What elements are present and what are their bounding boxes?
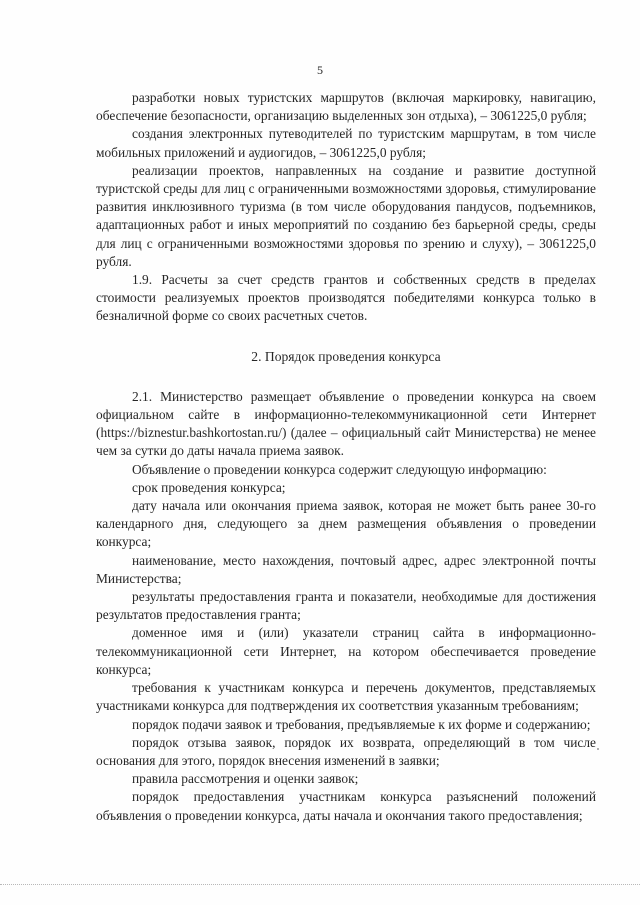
section-heading: 2. Порядок проведения конкурса [251,348,441,364]
paragraph: результаты предоставления гранта и показатели, необходимые для достижения результатов предоставления гранта; [96,589,596,623]
page-number: 5 [317,63,323,77]
paragraph: разработки новых туристских маршрутов (включая маркировку, навигацию, обеспечение безопасности, организацию выделенных зон отдыха), – 3061225,0 рубля; [96,90,596,124]
paragraph: правила рассмотрения и оценки заявок; [132,771,359,787]
paragraph: наименование, место нахождения, почтовый адрес, адрес электронной почты Министерства; [96,552,596,586]
paragraph: требования к участникам конкурса и перечень документов, представляемых участниками конкурса для подтверждения их соответствия указанным требованиям; [96,680,596,714]
paragraph: создания электронных путеводителей по туристским маршрутам, в том числе мобильных приложений и аудиогидов, – 3061225,0 рубля; [96,126,596,160]
scan-speck [597,748,599,750]
paragraph: доменное имя и (или) указатели страниц сайта в информационно-телекоммуникационной сети Интернет, на котором обеспечивается проведение конкурса; [96,625,596,677]
paragraph: порядок предоставления участникам конкурса разъяснений положений объявления о проведении конкурса, даты начала и окончания такого предоставления; [96,789,596,823]
paragraph: порядок подачи заявок и требования, предъявляемые к их форме и содержанию; [132,716,591,732]
document-body [96,89,596,825]
paragraph: срок проведения конкурса; [132,479,286,495]
paragraph: 1.9. Расчеты за счет средств грантов и собственных средств в пределах стоимости реализуемых проектов производятся победителями конкурса только в безналичной форме со своих расчетных счетов. [96,272,596,324]
paragraph: реализации проектов, направленных на создание и развитие доступной туристской среды для лиц с ограниченными возможностями здоровья, стимулирование развития инклюзивного туризма (в том числе оборудования пандусов, подъемников, адаптационных работ и иных мероприятий по созданию без барьерной среды, среды для лиц с ограниченными возможностями здоровья по зрению и слуху), – 3061225,0 рубля. [96,162,596,269]
paragraph: Объявление о проведении конкурса содержит следующую информацию: [132,461,547,477]
paragraph: порядок отзыва заявок, порядок их возврата, определяющий в том числе основания для этого, порядок внесения изменений в заявки; [96,734,596,768]
scan-edge-line [0,884,640,886]
paragraph: дату начала или окончания приема заявок, которая не может быть ранее 30-го календарного дня, следующего за днем размещения объявления о проведении конкурса; [96,498,596,550]
paragraph: 2.1. Министерство размещает объявление о проведении конкурса на своем официальном сайте в информационно-телекоммуникационной сети Интернет (https://biznestur.bashkortostan.ru/) (далее – официальный сайт Министерства) не менее чем за сутки до даты начала приема заявок. [96,388,596,459]
